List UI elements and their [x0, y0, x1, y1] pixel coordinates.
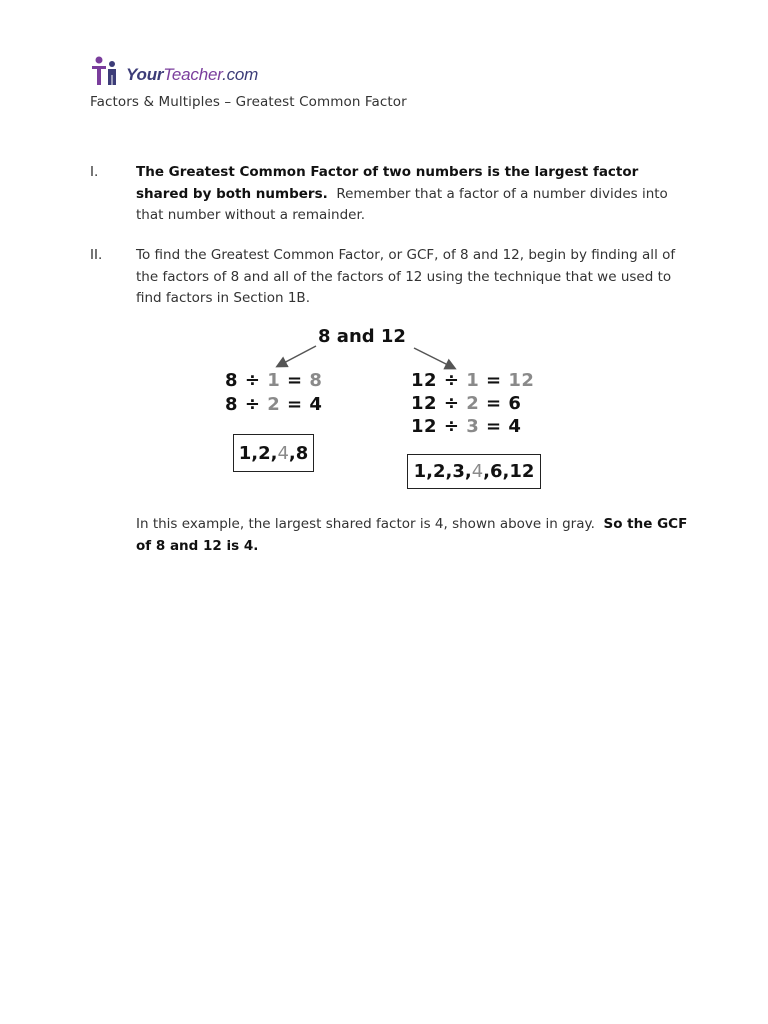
site-logo: [90, 54, 258, 88]
arrow-right: [414, 348, 454, 368]
page-subtitle: Factors & Multiples – Greatest Common Factor: [90, 94, 407, 110]
conclusion-bold: So the GCF of 8 and 12 is 4.: [136, 516, 688, 554]
equation-left-1: 8 ÷ 1 = 8: [225, 370, 323, 391]
conclusion-paragraph: [136, 514, 696, 557]
logo-teacher: Teacher: [163, 65, 223, 84]
list-item-body: [136, 162, 682, 227]
list-item-body: To find the Greatest Common Factor, or GCF, of 8 and 12, begin by finding all of the factors of 8 and all of the factors of 12 using the technique that we used to find factors in Section 1B.: [136, 247, 676, 306]
diagram-title: 8 and 12: [318, 326, 406, 347]
factors-of-12-box: 1,2,3, 4 ,6,12: [407, 454, 541, 489]
logo-com: .com: [222, 65, 259, 84]
logo-your: Your: [126, 65, 164, 84]
list-numeral: II.: [90, 247, 103, 263]
reminder-text: Remember that a factor of a number divides into that number without a remainder.: [136, 185, 668, 223]
equation-left-2: 8 ÷ 2 = 4: [225, 394, 323, 415]
logo-wordmark: [126, 65, 258, 85]
list-numeral: I.: [90, 164, 99, 180]
definition-text: The Greatest Common Factor of two numbers is the largest factor shared by both numbers.: [136, 164, 639, 202]
equation-right-2: 12 ÷ 2 = 6: [411, 393, 522, 414]
factors-of-8-box: 1,2, 4 ,8: [233, 434, 314, 472]
teacher-figure-icon: [90, 55, 122, 87]
conclusion-text: In this example, the largest shared factor is 4, shown above in gray.: [136, 516, 595, 532]
equation-right-1: 12 ÷ 1 = 12: [411, 370, 535, 391]
arrow-left: [278, 346, 316, 366]
equation-right-3: 12 ÷ 3 = 4: [411, 416, 522, 437]
